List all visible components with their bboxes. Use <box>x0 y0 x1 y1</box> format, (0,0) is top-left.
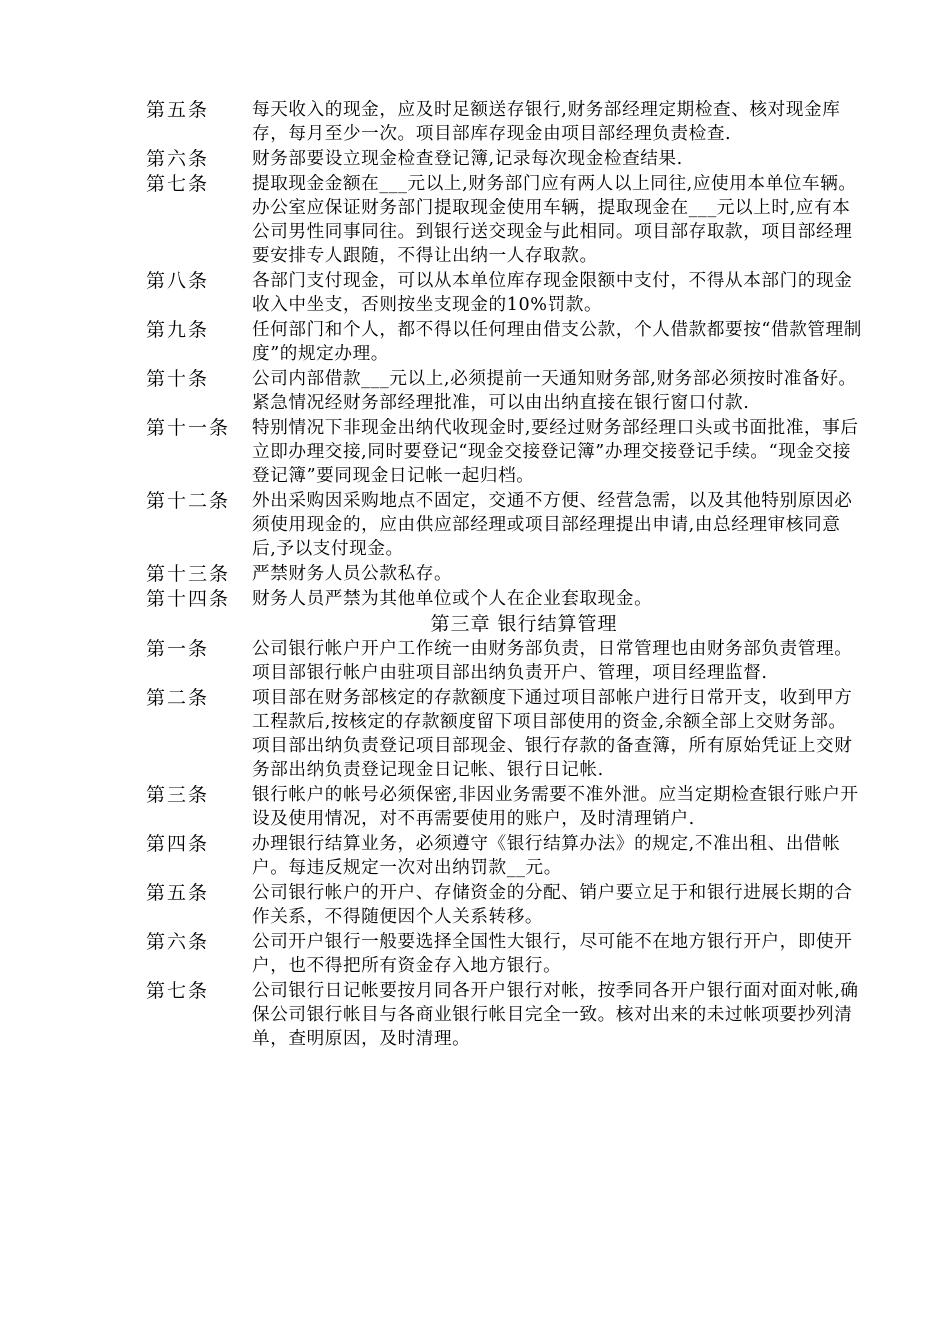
article-8 <box>146 269 862 317</box>
article-text: 各部门支付现金，可以从本单位库存现金限额中支付，不得从本部门的现金收入中坐支，否则按坐支现金的10%罚款。 <box>252 271 853 315</box>
article-number: 第十三条 <box>146 563 231 585</box>
article-text: 项目部在财务部核定的存款额度下通过项目部帐户进行日常开支，收到甲方工程款后,按核定的存款额度留下项目部使用的资金,余额全部上交财务部。项目部出纳负责登记项目部现金、银行存款的备查簿，所有原始凭证上交财务部出纳负责登记现金日记帐、银行日记帐. <box>252 688 853 780</box>
article-5 <box>146 98 862 146</box>
article-number: 第十条 <box>146 368 210 390</box>
article-text: 外出采购因采购地点不固定，交通不方便、经营急需，以及其他特别原因必须使用现金的，应由供应部经理或项目部经理提出申请,由总经理审核同意后,予以支付现金。 <box>252 491 853 559</box>
article-number: 第九条 <box>146 319 210 341</box>
article-number: 第五条 <box>146 882 210 904</box>
article-text: 公司开户银行一般要选择全国性大银行，尽可能不在地方银行开户，即使开户，也不得把所有资金存入地方银行。 <box>252 932 853 976</box>
article-number: 第七条 <box>146 173 210 195</box>
bank-article-5 <box>146 881 862 929</box>
article-number: 第三条 <box>146 784 210 806</box>
article-6 <box>146 147 862 171</box>
article-text: 每天收入的现金，应及时足额送存银行,财务部经理定期检查、核对现金库存，每月至少一次。项目部库存现金由项目部经理负责检查. <box>252 100 841 144</box>
article-7 <box>146 172 862 268</box>
article-10 <box>146 367 862 415</box>
article-number: 第一条 <box>146 638 210 660</box>
article-number: 第六条 <box>146 931 210 953</box>
article-text: 财务部要设立现金检查登记簿,记录每次现金检查结果. <box>252 149 683 169</box>
article-text: 公司内部借款___元以上,必须提前一天通知财务部,财务部必须按时准备好。紧急情况经财务部经理批准，可以由出纳直接在银行窗口付款. <box>252 369 857 413</box>
bank-article-2 <box>146 686 862 782</box>
bank-article-4 <box>146 832 862 880</box>
article-13 <box>146 562 862 586</box>
bank-article-3 <box>146 783 862 831</box>
bank-article-1 <box>146 637 862 685</box>
article-12 <box>146 489 862 561</box>
article-text: 办理银行结算业务，必须遵守《银行结算办法》的规定,不准出租、出借帐户。每违反规定一次对出纳罚款__元。 <box>252 834 841 878</box>
article-text: 财务人员严禁为其他单位或个人在企业套取现金。 <box>252 589 653 609</box>
article-text: 特别情况下非现金出纳代收现金时,要经过财务部经理口头或书面批准，事后立即办理交接,同时要登记“现金交接登记簿”办理交接登记手续。“现金交接登记簿”要同现金日记帐一起归档。 <box>252 418 859 486</box>
article-text: 银行帐户的帐号必须保密,非因业务需要不准外泄。应当定期检查银行账户开设及使用情况，对不再需要使用的账户，及时清理销户. <box>252 785 859 829</box>
article-text: 提取现金金额在___元以上,财务部门应有两人以上同往,应使用本单位车辆。办公室应保证财务部门提取现金使用车辆，提取现金在___元以上时,应有本公司男性同事同往。到银行送交现金与此相同。项目部存取款，项目部经理要安排专人跟随，不得让出纳一人存取款。 <box>252 174 857 266</box>
article-number: 第五条 <box>146 99 210 121</box>
article-number: 第八条 <box>146 270 210 292</box>
article-number: 第六条 <box>146 148 210 170</box>
article-number: 第十一条 <box>146 417 231 439</box>
article-number: 第十二条 <box>146 490 231 512</box>
bank-article-7 <box>146 979 862 1051</box>
article-text: 公司银行帐户的开户、存储资金的分配、销户要立足于和银行进展长期的合作关系，不得随便因个人关系转移。 <box>252 883 853 927</box>
article-number: 第二条 <box>146 687 210 709</box>
article-text: 严禁财务人员公款私存。 <box>252 564 453 584</box>
bank-article-6 <box>146 930 862 978</box>
article-number: 第四条 <box>146 833 210 855</box>
article-text: 公司银行帐户开户工作统一由财务部负责，日常管理也由财务部负责管理。项目部银行帐户由驻项目部出纳负责开户、管理，项目经理监督. <box>252 639 853 683</box>
article-14 <box>146 587 862 611</box>
article-text: 任何部门和个人，都不得以任何理由借支公款，个人借款都要按“借款管理制度”的规定办理。 <box>252 320 862 364</box>
chapter-title: 第三章 银行结算管理 <box>430 613 618 635</box>
article-number: 第七条 <box>146 980 210 1002</box>
document-page <box>146 98 862 1051</box>
article-11 <box>146 416 862 488</box>
article-text: 公司银行日记帐要按月同各开户银行对帐，按季同各开户银行面对面对帐,确保公司银行帐目与各商业银行帐目完全一致。核对出来的未过帐项要抄列清单，查明原因，及时清理。 <box>252 981 859 1049</box>
article-9 <box>146 318 862 366</box>
article-number: 第十四条 <box>146 588 231 610</box>
